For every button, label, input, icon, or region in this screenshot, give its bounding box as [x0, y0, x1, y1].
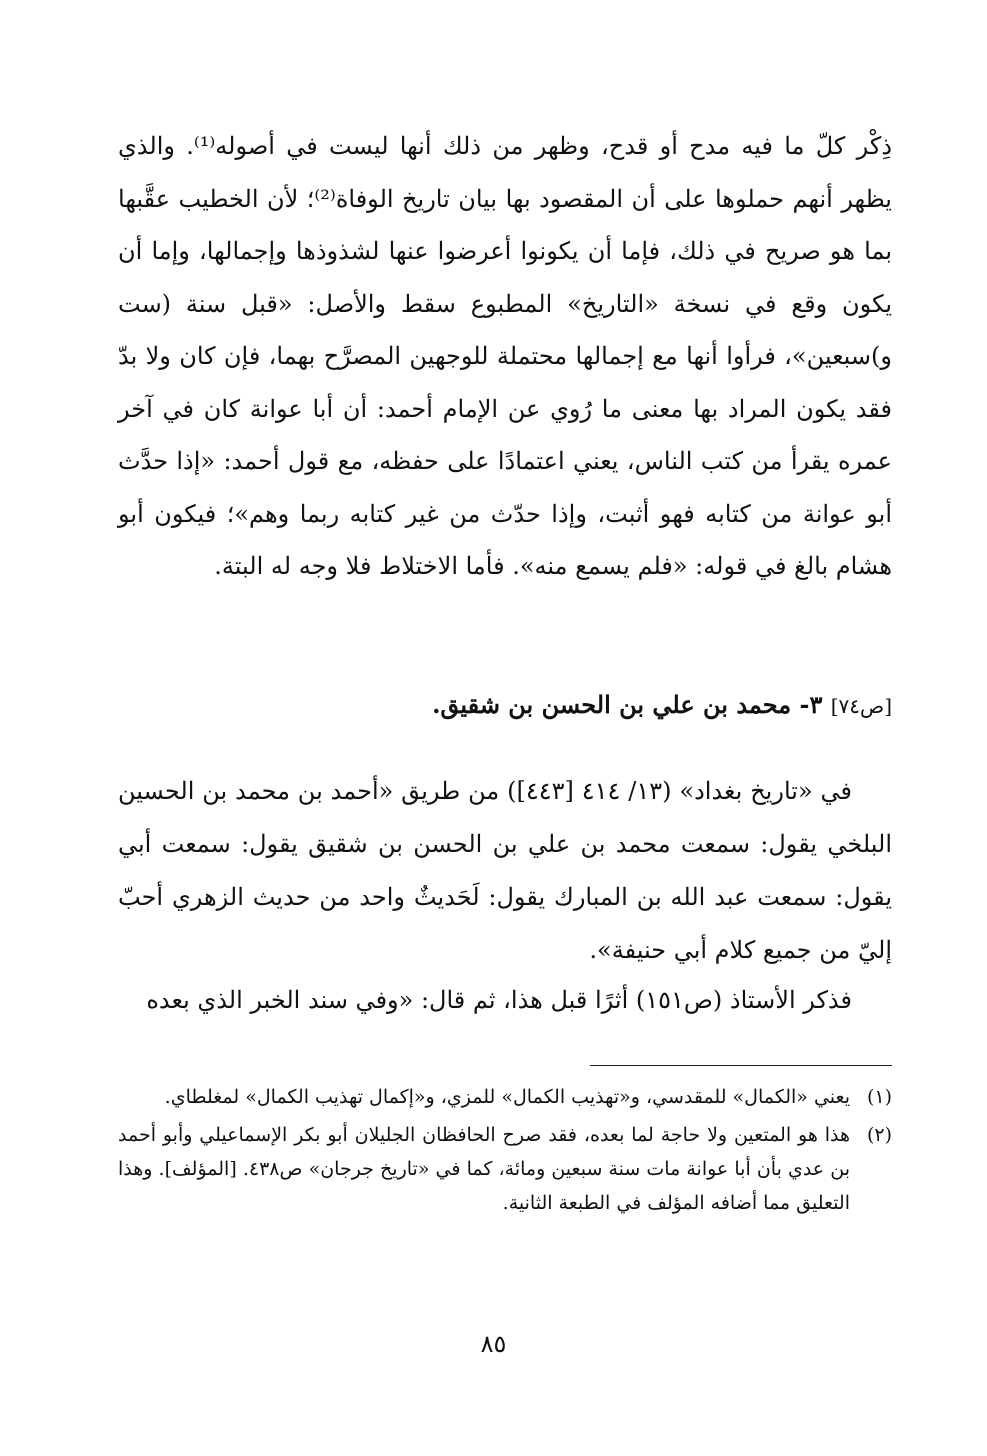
heading-text: ٣- محمد بن علي بن الحسن بن شقيق.	[432, 690, 823, 719]
footnote-number: (١)	[866, 1086, 892, 1108]
page-reference: [ص٧٤]	[830, 694, 892, 718]
section-heading	[118, 682, 892, 729]
body-paragraph-2: في «تاريخ بغداد» (١٣/ ٤١٤ [٤٤٣]) من طريق «أحمد بن محمد بن الحسين البلخي يقول: سمعت محمد بن علي بن الحسن بن شقيق يقول: سمعت أبي يقول: سمعت عبد الله بن المبارك يقول: لَحَديثٌ واحد من حديث الزهري أحبّ إليّ من جميع كلام أبي حنيفة».	[118, 777, 892, 964]
footnote-separator	[590, 1065, 892, 1066]
footnote-number: (٢)	[866, 1124, 892, 1146]
body-paragraph-3: فذكر الأستاذ (ص١٥١) أثرًا قبل هذا، ثم قال: «وفي سند الخبر الذي بعده	[146, 986, 852, 1014]
body-paragraph-1: ذِكْر كلّ ما فيه مدح أو قدح، وظهر من ذلك أنها ليست في أصوله⁽¹⁾. والذي يظهر أنهم حملوها على أن المقصود بها بيان تاريخ الوفاة⁽²⁾؛ لأن الخطيب عقَّبها بما هو صريح في ذلك، فإما أن يكونوا أعرضوا عنها لشذوذها وإجمالها، وإما أن يكون وقع في نسخة «التاريخ» المطبوع سقط والأصل: «قبل سنة (ست و)سبعين»، فرأوا أنها مع إجمالها محتملة للوجهين المصرَّح بهما، فإن كان ولا بدّ فقد يكون المراد بها معنى ما رُوي عن الإمام أحمد: أن أبا عوانة كان في آخر عمره يقرأ من كتب الناس، يعني اعتمادًا على حفظه، مع قول أحمد: «إذا حدَّث أبو عوانة من كتابه فهو أثبت، وإذا حدّث من غير كتابه ربما وهم»؛ فيكون أبو هشام بالغ في قوله: «فلم يسمع منه». فأما الاختلاط فلا وجه له البتة.	[118, 132, 893, 580]
footnote-text: هذا هو المتعين ولا حاجة لما بعده، فقد صرح الحافظان الجليلان أبو بكر الإسماعيلي وأبو أحمد بن عدي بأن أبا عوانة مات سنة سبعين ومائة، كما في «تاريخ جرجان» ص٤٣٨. [المؤلف]. وهذا التعليق مما أضافه المؤلف في الطبعة الثانية.	[118, 1124, 850, 1214]
footnote-2	[118, 1118, 892, 1220]
page-number: ٨٥	[480, 1330, 507, 1358]
footnote-1	[118, 1080, 892, 1114]
footnote-text: يعني «الكمال» للمقدسي، و«تهذيب الكمال» للمزي، و«إكمال تهذيب الكمال» لمغلطاي.	[164, 1086, 850, 1108]
footnotes	[118, 1080, 892, 1224]
